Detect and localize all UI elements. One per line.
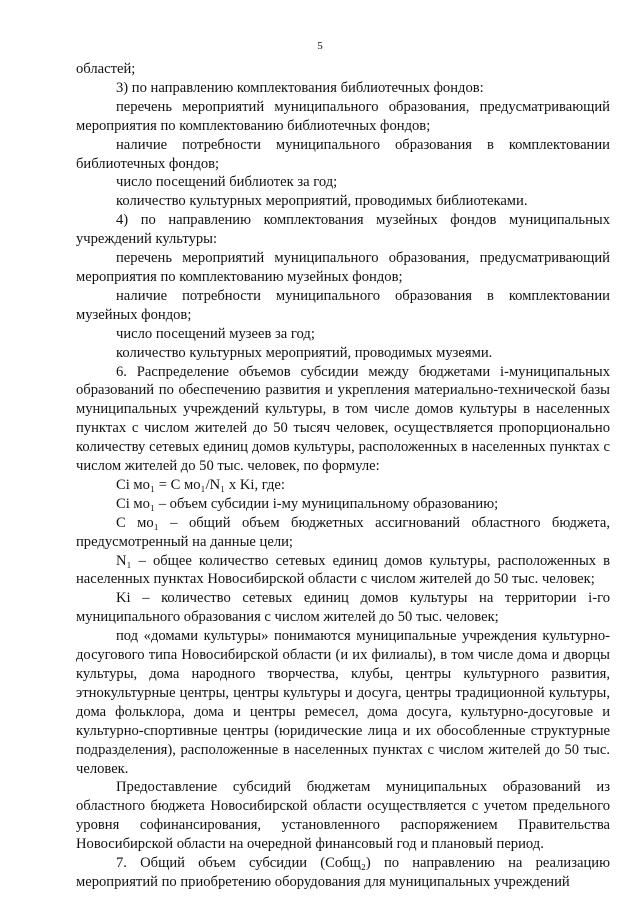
paragraph: Предоставление субсидий бюджетам муниципальных образований из областного бюджета Новосибирской области осуществляется с учетом предельного уровня софинансирования, установленного распоряжением Правительства Новосибирской области на очередной финансовый год и плановый период. [76, 779, 610, 853]
paragraph: наличие потребности муниципального образования в комплектовании музейных фондов; [76, 287, 610, 323]
paragraph: число посещений музеев за год; [116, 325, 315, 342]
document-body [76, 60, 610, 892]
paragraph: 3) по направлению комплектования библиотечных фондов: [116, 79, 484, 96]
formula-definition: Ci мо₁ – объем субсидии i-му муниципальному образованию; [116, 495, 499, 512]
paragraph: 7. Общий объем субсидии (Cобщ₂) по направлению на реализацию мероприятий по приобретению оборудования для муниципальных учреждений [76, 855, 610, 890]
paragraph: областей; [76, 61, 136, 77]
paragraph: 4) по направлению комплектования музейных фондов муниципальных учреждений культуры: [76, 212, 610, 248]
paragraph: 6. Распределение объемов субсидии между бюджетами i-муниципальных образований по обеспечению развития и укрепления материально-технической базы муниципальных учреждений культуры, в том числе домов культуры в населенных пунктах с числом жителей до 50 тысяч человек, осуществляется пропорционально количеству сетевых единиц домов культуры, расположенных в населенных пунктах с числом жителей до 50 тыс. человек, по формуле: [76, 363, 610, 475]
formula-definition: Ki – количество сетевых единиц домов культуры на территории i-го муниципального образования с числом жителей до 50 тыс. человек; [76, 590, 610, 626]
formula-definition: N₁ – общее количество сетевых единиц домов культуры, расположенных в населенных пунктах Новосибирской области с числом жителей до 50 тыс. человек; [76, 552, 610, 588]
paragraph: наличие потребности муниципального образования в комплектовании библиотечных фондов; [76, 136, 610, 172]
formula-definition: C мо₁ – общий объем бюджетных ассигнований областного бюджета, предусмотренный на данные цели; [76, 514, 610, 550]
paragraph: перечень мероприятий муниципального образования, предусматривающий мероприятия по комплектованию музейных фондов; [76, 250, 610, 285]
formula: Ci мо₁ = C мо₁/N₁ x Ki, где: [116, 476, 285, 493]
paragraph: количество культурных мероприятий, проводимых музеями. [116, 344, 493, 361]
paragraph: под «домами культуры» понимаются муниципальные учреждения культурно-досугового типа Новосибирской области (и их филиалы), в том числе дома и дворцы культуры, дома народного творчества, клубы, центры культурного развития, этнокультурные центры, центры культуры и досуга, центры традиционной культуры, дома фольклора, дома и центры ремесел, дома досуга, культурно-досуговые и культурно-спортивные центры (юридические лица и их обособленные структурные подразделения), расположенные в населенных пунктах с числом жителей до 50 тыс. человек. [76, 628, 610, 777]
page-number: 5 [317, 40, 323, 52]
paragraph: число посещений библиотек за год; [116, 174, 338, 191]
paragraph: перечень мероприятий муниципального образования, предусматривающий мероприятия по комплектованию библиотечных фондов; [76, 98, 610, 134]
paragraph: количество культурных мероприятий, проводимых библиотеками. [116, 193, 528, 210]
